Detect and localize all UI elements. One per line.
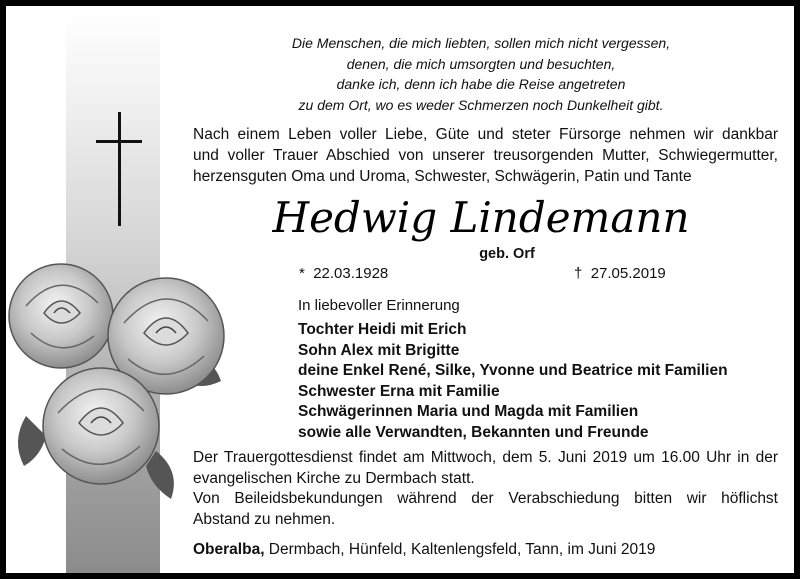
closing-line [193,541,655,559]
service-line: Abstand zu nehmen. [193,510,336,528]
mourner-line: sowie alle Verwandten, Bekannten und Freunde [298,423,649,441]
service-line: Der Trauergottesdienst findet am Mittwoch, dem 5. Juni 2019 um 16.00 Uhr in der [193,449,778,466]
closing-rest: Dermbach, Hünfeld, Kaltenlengsfeld, Tann, im Juni 2019 [264,541,656,558]
mourner-line: Schwester Erna mit Familie [298,382,500,400]
poem-line: denen, die mich umsorgten und besuchten, [346,55,616,72]
poem-line: Die Menschen, die mich liebten, sollen mich nicht vergessen, [291,35,671,51]
intro-line: herzensguten Oma und Uroma, Schwester, Schwägerin, Patin und Tante [193,168,692,185]
poem-line: zu dem Ort, wo es weder Schmerzen noch Dunkelheit gibt. [298,96,664,113]
birth-symbol: * [299,265,305,282]
death-symbol: † [574,265,583,282]
intro-line: Nach einem Leben voller Liebe, Güte und steter Fürsorge nehmen wir dankbar [193,126,778,143]
memory-line: In liebevoller Erinnerung [298,297,460,314]
poem-line: danke ich, denn ich habe die Reise angetreten [336,76,626,92]
service-line: Von Beileidsbekundungen während der Verabschiedung bitten wir höflichst [193,490,778,507]
death-info [574,265,666,282]
mourner-line: Schwägerinnen Maria und Magda mit Familien [298,403,639,420]
birth-date: 22.03.1928 [313,265,389,282]
intro-line: und voller Trauer Abschied von unserer treusorgenden Mutter, Schwiegermutter, [193,147,778,164]
maiden-name: geb. Orf [479,246,535,262]
birth-info [299,265,388,282]
death-date: 27.05.2019 [590,265,666,282]
mourners-list [298,320,728,443]
mourner-line: Tochter Heidi mit Erich [298,321,467,338]
service-info [193,448,778,530]
rose-left [9,264,113,368]
service-line: evangelischen Kirche zu Dermbach statt. [193,469,475,487]
poem [206,33,756,115]
deceased-name: Hedwig Lindemann [272,193,690,242]
mourner-line: deine Enkel René, Silke, Yvonne und Beatrice mit Familien [298,362,728,379]
rose-bottom [43,368,159,484]
intro-text [193,124,778,187]
mourner-line: Sohn Alex mit Brigitte [298,341,460,359]
closing-place: Oberalba, [193,541,265,558]
